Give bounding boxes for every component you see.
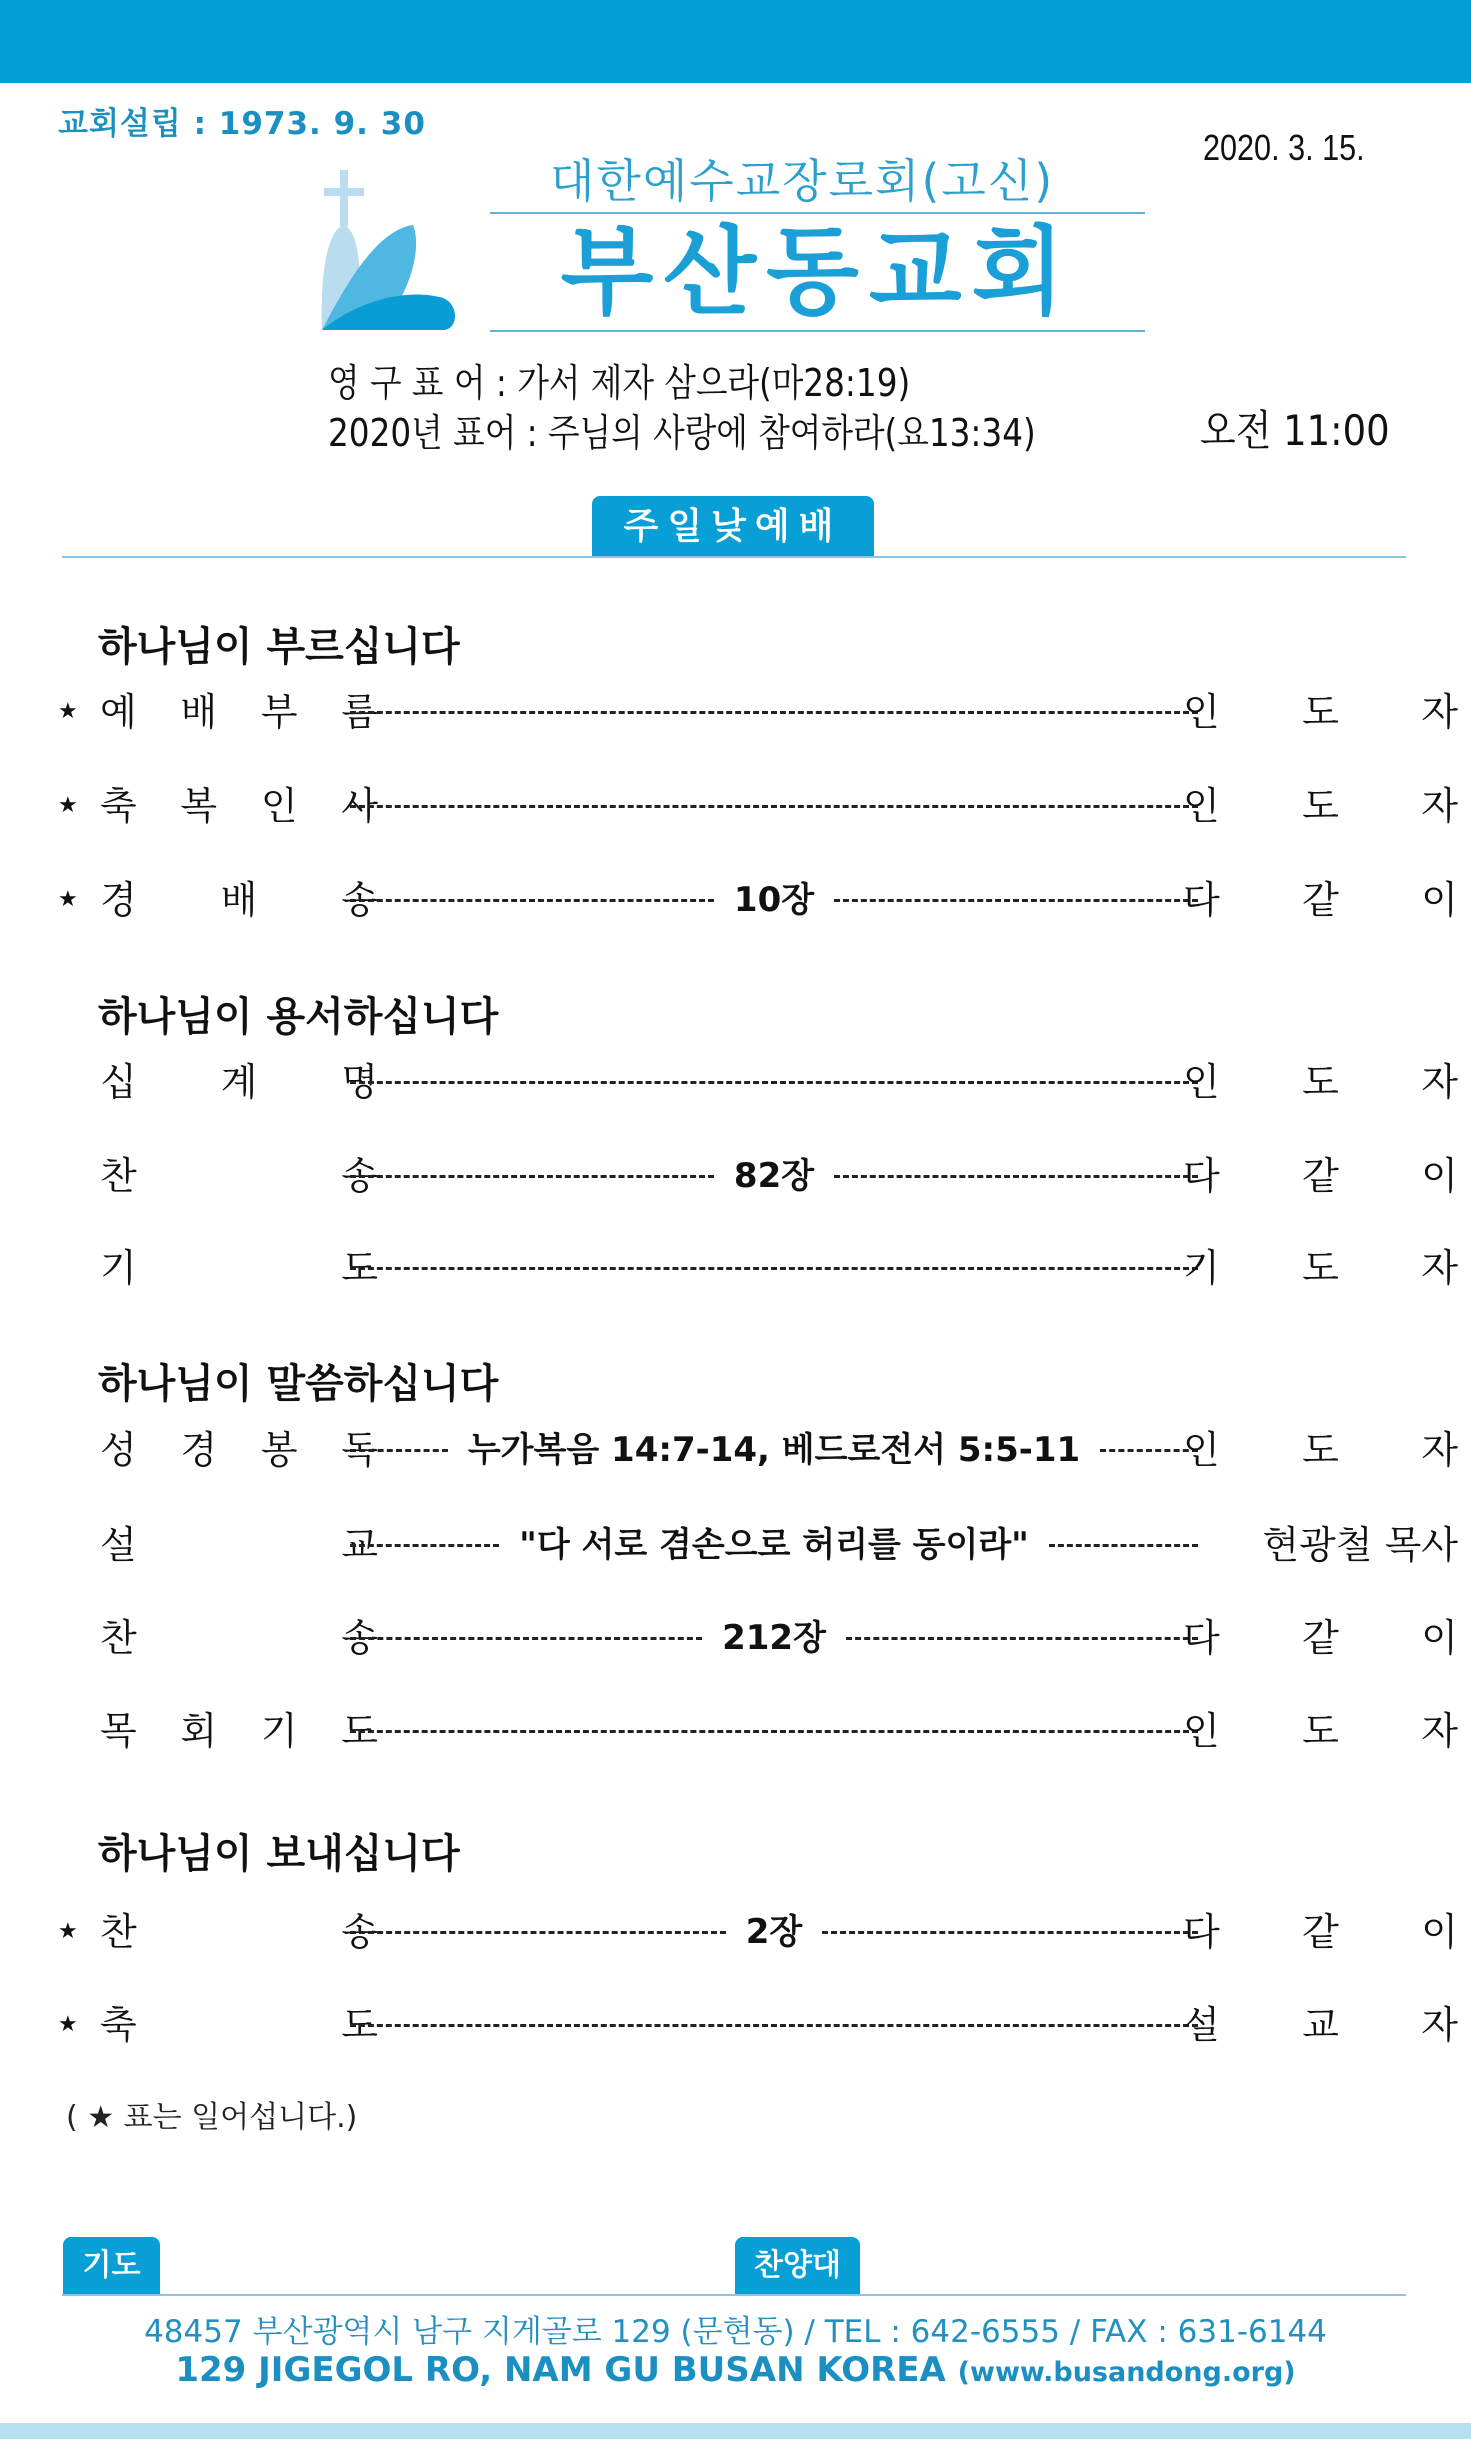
worship-item-leader (1183, 781, 1458, 831)
leader-char: 같 (1302, 1154, 1339, 1198)
worship-item-label (100, 2000, 378, 2050)
worship-item-label (100, 875, 378, 925)
leader-line (350, 781, 1198, 831)
leader-char: 같 (1302, 1616, 1339, 1660)
leader-char: 자 (1421, 1428, 1458, 1472)
label-char: 명 (341, 1060, 378, 1104)
dotted-leader (350, 1175, 714, 1178)
website-link[interactable]: (www.busandong.org) (957, 2357, 1296, 2388)
address-english-text: 129 JIGEGOL RO, NAM GU BUSAN KOREA (175, 2350, 946, 2390)
leader-char: 인 (1183, 1060, 1220, 1104)
leader-char: 자 (1421, 690, 1458, 734)
bulletin-date: 2020. 3. 15. (1203, 127, 1365, 168)
leader-char: 이 (1421, 1154, 1458, 1198)
label-char: 송 (341, 1154, 378, 1198)
label-char: 설 (100, 1523, 137, 1567)
worship-item-leader (1183, 1706, 1458, 1756)
leader-line (350, 1151, 1198, 1201)
leader-char: 도 (1302, 690, 1339, 734)
star-icon: ★ (58, 1919, 78, 1944)
label-char: 회 (180, 1709, 218, 1753)
label-char: 교 (341, 1523, 378, 1567)
address-korean: 48457 부산광역시 남구 지게골로 129 (문현동) / TEL : 642-6555 / FAX : 631-6144 (144, 2314, 1327, 2350)
worship-item-detail: 2장 (745, 1912, 803, 1952)
worship-item-label (100, 1243, 378, 1293)
worship-item-label (100, 1520, 378, 1570)
dotted-leader (834, 899, 1198, 902)
leader-char: 현광철 목사 (1262, 1523, 1458, 1567)
leader-char: 자 (1421, 1060, 1458, 1104)
dotted-leader (350, 1081, 1198, 1084)
worship-item-label (100, 1706, 378, 1756)
worship-item-row (58, 781, 1458, 831)
worship-item-label (100, 1057, 378, 1107)
dotted-leader (350, 711, 1198, 714)
label-char: 기 (100, 1246, 137, 1290)
leader-line (350, 1243, 1198, 1293)
worship-item-detail: 누가복음 14:7-14, 베드로전서 5:5-11 (467, 1430, 1081, 1470)
dotted-leader (350, 1544, 499, 1547)
dotted-leader (350, 2024, 1198, 2027)
leader-char: 자 (1421, 1246, 1458, 1290)
dotted-leader (350, 1931, 726, 1934)
label-char: 복 (180, 784, 218, 828)
label-char: 송 (341, 878, 378, 922)
star-icon: ★ (58, 793, 78, 818)
motto-year: 2020년 표어 : 주님의 사랑에 참여하라(요13:34) (328, 411, 1036, 455)
star-icon: ★ (58, 2012, 78, 2037)
worship-item-leader (1183, 1907, 1458, 1957)
leader-line (350, 1706, 1198, 1756)
top-banner-bar (0, 0, 1471, 83)
section-title: 하나님이 용서하십니다 (98, 994, 499, 1040)
worship-item-row (58, 1425, 1458, 1475)
worship-item-row (58, 875, 1458, 925)
label-char: 사 (341, 784, 378, 828)
leader-char: 이 (1421, 1616, 1458, 1660)
leader-char: 다 (1183, 878, 1220, 922)
leader-char: 이 (1421, 1910, 1458, 1954)
leader-char: 다 (1183, 1616, 1220, 1660)
label-char: 인 (260, 784, 298, 828)
dotted-leader (350, 1449, 448, 1452)
worship-item-row (58, 1706, 1458, 1756)
leader-char: 교 (1302, 2003, 1339, 2047)
dotted-leader (350, 1730, 1198, 1733)
leader-line (350, 875, 1198, 925)
label-char: 부 (260, 690, 298, 734)
worship-item-label (100, 1425, 378, 1475)
leader-char: 도 (1302, 1060, 1339, 1104)
worship-item-label (100, 1907, 378, 1957)
worship-item-detail: "다 서로 겸손으로 허리를 동이라" (519, 1525, 1029, 1565)
worship-item-row (58, 1907, 1458, 1957)
worship-item-leader (1183, 1613, 1458, 1663)
motto-permanent: 영 구 표 어 : 가서 제자 삼으라(마28:19) (328, 361, 911, 405)
denomination-name: 대한예수교장로회(고신) (550, 154, 1055, 208)
label-char: 송 (341, 1910, 378, 1954)
leader-line (350, 1613, 1198, 1663)
worship-item-leader (1183, 875, 1458, 925)
leader-char: 인 (1183, 690, 1220, 734)
dotted-leader (846, 1637, 1198, 1640)
label-char: 성 (100, 1428, 137, 1472)
dotted-leader (350, 899, 714, 902)
label-char: 축 (100, 784, 137, 828)
worship-item-detail: 212장 (722, 1618, 826, 1658)
founding-date: 교회설립 : 1973. 9. 30 (58, 106, 426, 142)
label-char: 십 (100, 1060, 137, 1104)
label-char: 경 (180, 1428, 218, 1472)
worship-item-label (100, 1613, 378, 1663)
leader-char: 인 (1183, 784, 1220, 828)
worship-item-leader (1183, 1425, 1458, 1475)
leader-line (350, 1057, 1198, 1107)
worship-item-row (58, 1057, 1458, 1107)
worship-item-label (100, 687, 378, 737)
leader-char: 기 (1183, 1246, 1220, 1290)
worship-item-label (100, 781, 378, 831)
leader-char: 자 (1421, 1709, 1458, 1753)
leader-char: 다 (1183, 1154, 1220, 1198)
label-char: 도 (341, 1709, 378, 1753)
worship-item-leader (1183, 687, 1458, 737)
dotted-leader (350, 805, 1198, 808)
dotted-leader (350, 1267, 1198, 1270)
label-char: 찬 (100, 1154, 137, 1198)
service-title-tab: 주일낮예배 (592, 496, 874, 557)
label-char: 예 (100, 690, 137, 734)
church-name: 부산동교회 (560, 216, 1075, 328)
worship-item-row (58, 1243, 1458, 1293)
leader-char: 자 (1421, 2003, 1458, 2047)
worship-item-leader (1183, 2000, 1458, 2050)
section-title: 하나님이 부르십니다 (98, 624, 460, 670)
label-char: 찬 (100, 1616, 137, 1660)
label-char: 봉 (260, 1428, 298, 1472)
dotted-leader (822, 1931, 1198, 1934)
leader-char: 자 (1421, 784, 1458, 828)
star-icon: ★ (58, 887, 78, 912)
church-cross-logo-icon (318, 170, 458, 335)
worship-item-row (58, 687, 1458, 737)
label-char: 배 (180, 690, 218, 734)
worship-item-row (58, 1520, 1458, 1570)
footer-tab-prayer: 기도 (63, 2237, 160, 2295)
leader-line (350, 2000, 1198, 2050)
leader-line (350, 1425, 1198, 1475)
worship-item-row (58, 1151, 1458, 1201)
worship-item-row (58, 2000, 1458, 2050)
leader-char: 도 (1302, 1428, 1339, 1472)
leader-char: 설 (1183, 2003, 1220, 2047)
leader-char: 도 (1302, 784, 1339, 828)
section-title: 하나님이 보내십니다 (98, 1831, 460, 1877)
dotted-leader (350, 1637, 702, 1640)
leader-char: 같 (1302, 1910, 1339, 1954)
label-char: 독 (341, 1428, 378, 1472)
leader-line (350, 1520, 1198, 1570)
worship-item-leader (1183, 1057, 1458, 1107)
footer-rule (62, 2294, 1406, 2296)
leader-char: 같 (1302, 878, 1339, 922)
leader-char: 이 (1421, 878, 1458, 922)
label-char: 찬 (100, 1910, 137, 1954)
worship-item-detail: 82장 (733, 1156, 815, 1196)
label-char: 목 (100, 1709, 137, 1753)
leader-line (350, 1907, 1198, 1957)
section-title: 하나님이 말씀하십니다 (98, 1361, 499, 1407)
footer-tab-choir: 찬양대 (735, 2237, 860, 2295)
label-char: 축 (100, 2003, 137, 2047)
worship-item-detail: 10장 (733, 880, 815, 920)
address-english (0, 2350, 1471, 2390)
leader-char: 도 (1302, 1709, 1339, 1753)
worship-item-leader (1183, 1243, 1458, 1293)
leader-char: 인 (1183, 1709, 1220, 1753)
label-char: 배 (220, 878, 258, 922)
leader-line (350, 687, 1198, 737)
worship-item-label (100, 1151, 378, 1201)
worship-item-leader (1183, 1520, 1458, 1570)
leader-char: 도 (1302, 1246, 1339, 1290)
label-char: 경 (100, 878, 137, 922)
label-char: 송 (341, 1616, 378, 1660)
leader-char: 인 (1183, 1428, 1220, 1472)
label-char: 도 (341, 2003, 378, 2047)
service-rule (62, 556, 1406, 558)
dotted-leader (834, 1175, 1198, 1178)
worship-item-row (58, 1613, 1458, 1663)
label-char: 름 (341, 690, 378, 734)
leader-char: 다 (1183, 1910, 1220, 1954)
standing-note: ( ★ 표는 일어섭니다.) (66, 2100, 358, 2135)
star-icon: ★ (58, 699, 78, 724)
label-char: 기 (260, 1709, 298, 1753)
worship-item-leader (1183, 1151, 1458, 1201)
dotted-leader (1049, 1544, 1198, 1547)
bottom-band (0, 2423, 1471, 2439)
label-char: 계 (220, 1060, 258, 1104)
header-rule (490, 330, 1145, 332)
label-char: 도 (341, 1246, 378, 1290)
service-time: 오전 11:00 (1200, 406, 1390, 455)
